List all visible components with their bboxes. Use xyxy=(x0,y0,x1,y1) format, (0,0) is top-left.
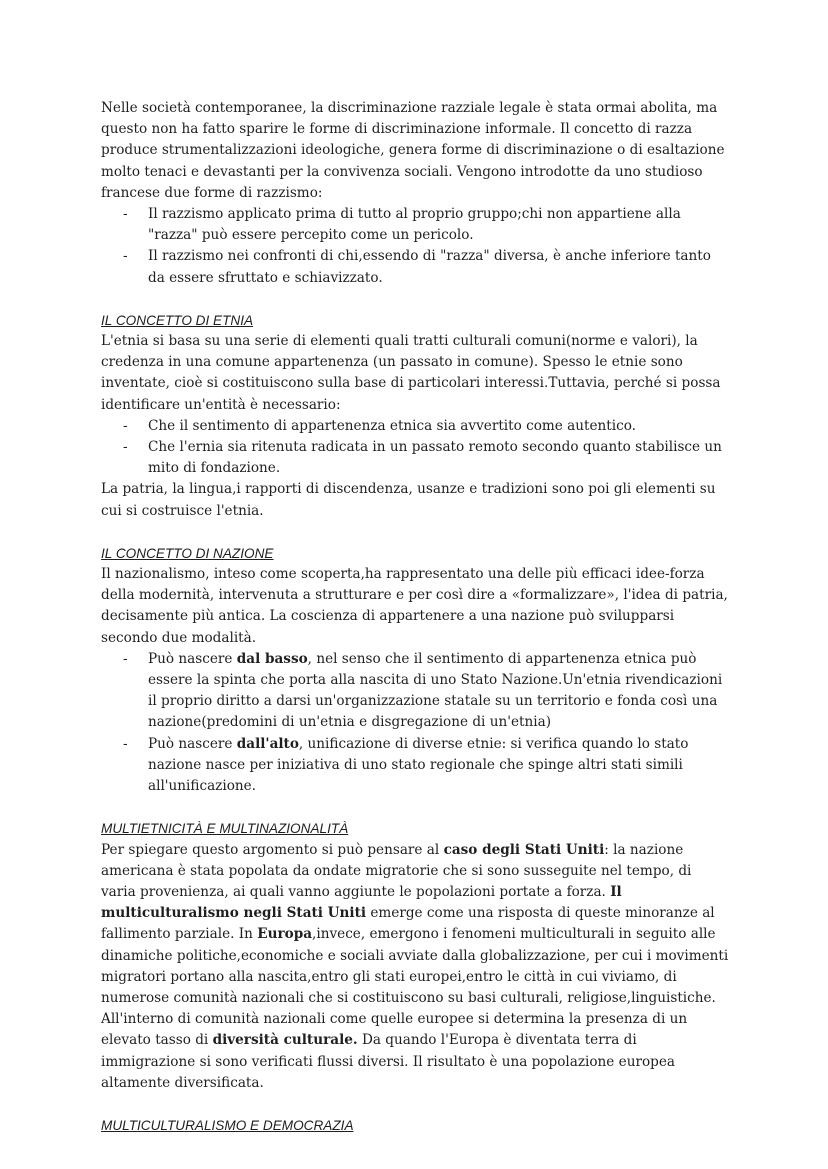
etnia-closing: La patria, la lingua,i rapporti di discendenza, usanze e tradizioni sono poi gli elementi su cui si costruisce l'etnia. xyxy=(101,481,716,519)
intro-list xyxy=(101,204,729,289)
document-body xyxy=(101,98,729,1136)
intro-paragraph: Nelle società contemporanee, la discriminazione razziale legale è stata ormai abolita, ma questo non ha fatto sparire le forme di discriminazione informale. Il concetto di razza produce strumentalizzazioni ideologiche, genera forme di discriminazione o di esaltazione molto tenaci e devastanti per la convivenza sociali. Vengono introdotte da uno studioso francese due forme di razzismo: xyxy=(101,100,725,201)
section-heading-etnia: IL CONCETTO DI ETNIA xyxy=(101,312,254,328)
list-item: - Può nascere dall'alto, unificazione di diverse etnie: si verifica quando lo stato nazione nasce per iniziativa di uno stato regionale che spinge altri stati simili all'unificazione. xyxy=(101,734,729,798)
section-heading-democrazia: MULTICULTURALISMO E DEMOCRAZIA xyxy=(101,1117,354,1133)
list-item: - Che l'ernia sia ritenuta radicata in un passato remoto secondo quanto stabilisce un mito di fondazione. xyxy=(101,437,729,479)
bold-term: Europa xyxy=(257,926,313,943)
etnia-paragraph: L'etnia si basa su una serie di elementi quali tratti culturali comuni(norme e valori), la credenza in una comune appartenenza (un passato in comune). Spesso le etnie sono inventate, cioè si costituiscono sulla base di particolari interessi.Tuttavia, perché si possa identificare un'entità è necessario: xyxy=(101,333,721,413)
section-heading-multietnicita: MULTIETNICITÀ E MULTINAZIONALITÀ xyxy=(101,821,349,837)
nazione-paragraph: Il nazionalismo, inteso come scoperta,ha rappresentato una delle più efficaci idee-forza della modernità, intervenuta a strutturare e per così dire a «formalizzare», l'idea di patria, decisamente più antica. La coscienza di appartenere a una nazione può svilupparsi secondo due modalità. xyxy=(101,566,728,646)
bold-term: dal basso xyxy=(236,650,308,667)
list-item: - Il razzismo nei confronti di chi,essendo di "razza" diversa, è anche inferiore tanto da essere sfruttato e schiavizzato. xyxy=(101,246,729,288)
multietnicita-paragraph-2: All'interno di comunità nazionali come quelle europee si determina la presenza di un elevato tasso di diversità culturale. Da quando l'Europa è diventata terra di immigrazione si sono verificati flussi diversi. Il risultato è una popolazione europea altamente diversificata. xyxy=(101,1011,688,1091)
list-item: - Che il sentimento di appartenenza etnica sia avvertito come autentico. xyxy=(101,416,729,437)
bold-term: Il multiculturalismo negli Stati Uniti xyxy=(101,883,622,922)
bold-term: caso degli Stati Uniti xyxy=(443,841,605,858)
list-item: - Il razzismo applicato prima di tutto al proprio gruppo;chi non appartiene alla "razza" può essere percepito come un pericolo. xyxy=(101,204,729,246)
section-heading-nazione: IL CONCETTO DI NAZIONE xyxy=(101,545,274,561)
bold-term: diversità culturale. xyxy=(212,1032,358,1049)
multietnicita-paragraph-1: Per spiegare questo argomento si può pensare al caso degli Stati Uniti: la nazione americana è stata popolata da ondate migratorie che si sono susseguite nel tempo, di varia provenienza, ai quali vanno aggiunte le popolazioni portate a forza. Il multiculturalismo negli Stati Uniti emerge come una risposta di queste minoranze al fallimento parziale. In Europa,invece, emergono i fenomeni multiculturali in seguito alle dinamiche politiche,economiche e sociali avviate dalla globalizzazione, per cui i movimenti migratori portano alla nascita,entro gli stati europei,entro le città in cui viviamo, di numerose comunità nazionali che si costituiscono su basi culturali, religiose,linguistiche. xyxy=(101,841,729,1006)
list-item: - Può nascere dal basso, nel senso che il sentimento di appartenenza etnica può essere la spinta che porta alla nascita di uno Stato Nazione.Un'etnia rivendicazioni il proprio diritto a darsi un'organizzazione statale su un territorio e fonda così una nazione(predomini di un'etnia e disgregazione di un'etnia) xyxy=(101,649,729,734)
nazione-list xyxy=(101,649,729,797)
etnia-list xyxy=(101,416,729,480)
bold-term: dall'alto xyxy=(236,735,299,752)
